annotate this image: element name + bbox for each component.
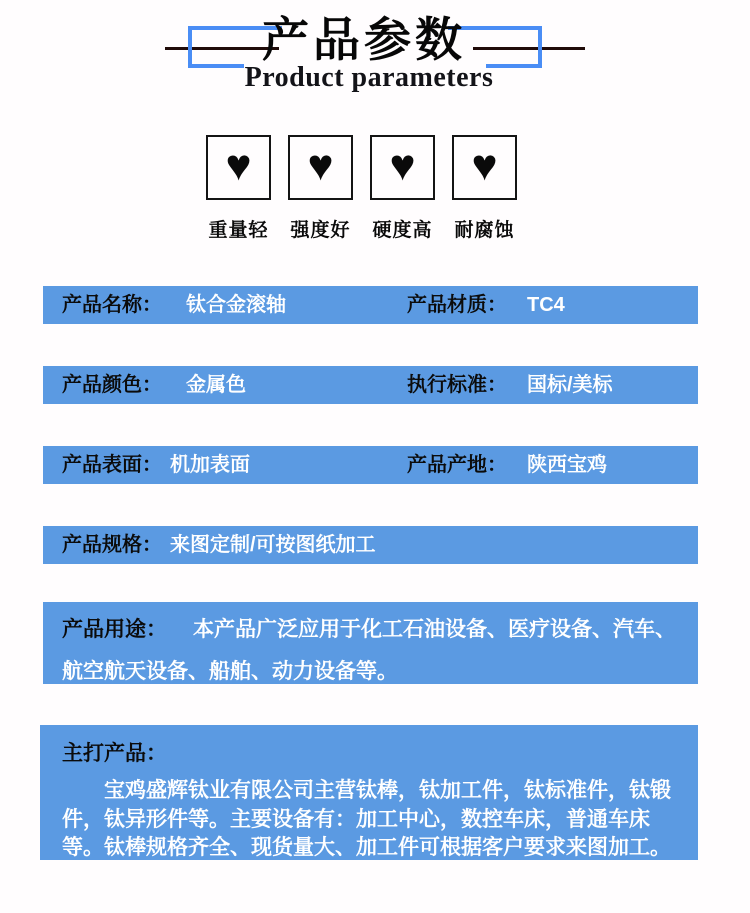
spec-value: 金属色: [186, 374, 246, 396]
spec-row-name-material: [43, 286, 698, 324]
spec-cell: [62, 446, 250, 484]
feature-label: 硬度高: [372, 220, 433, 241]
feature-label: 重量轻: [208, 220, 269, 241]
feature-item: [288, 135, 353, 242]
spec-label: 产品表面：: [62, 454, 162, 476]
main-products-block: [40, 725, 698, 860]
header: [0, 0, 750, 118]
spec-cell: [62, 526, 376, 564]
spec-cell: [62, 366, 246, 404]
usage-label: 产品用途：: [62, 618, 167, 641]
spec-value: TC4: [527, 294, 565, 316]
spec-label: 产品颜色：: [62, 374, 162, 396]
spec-row-color-standard: [43, 366, 698, 404]
feature-item: [206, 135, 271, 242]
page-title: 产品参数: [262, 13, 466, 66]
feature-box: [452, 135, 517, 200]
spec-cell: [407, 446, 607, 484]
spec-label: 产品规格：: [62, 534, 162, 556]
spec-value: 钛合金滚轴: [186, 294, 286, 316]
feature-box: [370, 135, 435, 200]
spec-value: 来图定制/可按图纸加工: [170, 534, 376, 556]
usage-paragraph: [43, 602, 698, 693]
spec-label: 执行标准：: [407, 374, 507, 396]
feature-box: [206, 135, 271, 200]
spec-cell: [407, 286, 565, 324]
feature-label: 强度好: [290, 220, 351, 241]
feature-box: [288, 135, 353, 200]
spec-row-specification: [43, 526, 698, 564]
spec-row-surface-origin: [43, 446, 698, 484]
feature-item: [370, 135, 435, 242]
usage-value: 本产品广泛应用于化工石油设备、医疗设备、汽车、航空航天设备、船舶、动力设备等。: [62, 618, 676, 683]
main-products-text: 宝鸡盛辉钛业有限公司主营钛棒，钛加工件，钛标准件，钛锻件，钛异形件等。主要设备有：加工中心，数控车床，普通车床等。钛棒规格齐全、现货量大、加工件可根据客户要求来图加工。: [62, 779, 671, 859]
heart-icon: ♥: [389, 141, 416, 190]
spec-label: 产品材质：: [407, 294, 507, 316]
spec-value: 陕西宝鸡: [527, 454, 607, 476]
heart-icon: ♥: [471, 141, 498, 190]
spec-label: 产品名称：: [62, 294, 162, 316]
spec-label: 产品产地：: [407, 454, 507, 476]
heart-icon: ♥: [307, 141, 334, 190]
spec-cell: [62, 286, 286, 324]
heart-icon: ♥: [225, 141, 252, 190]
feature-list: [206, 135, 546, 242]
spec-value: 国标/美标: [527, 374, 613, 396]
main-products-label: 主打产品：: [62, 742, 167, 765]
spec-value: 机加表面: [170, 454, 250, 476]
page-subtitle: Product parameters: [244, 62, 494, 93]
spec-row-usage: [43, 602, 698, 684]
feature-item: [452, 135, 517, 242]
spec-cell: [407, 366, 613, 404]
feature-label: 耐腐蚀: [454, 220, 515, 241]
